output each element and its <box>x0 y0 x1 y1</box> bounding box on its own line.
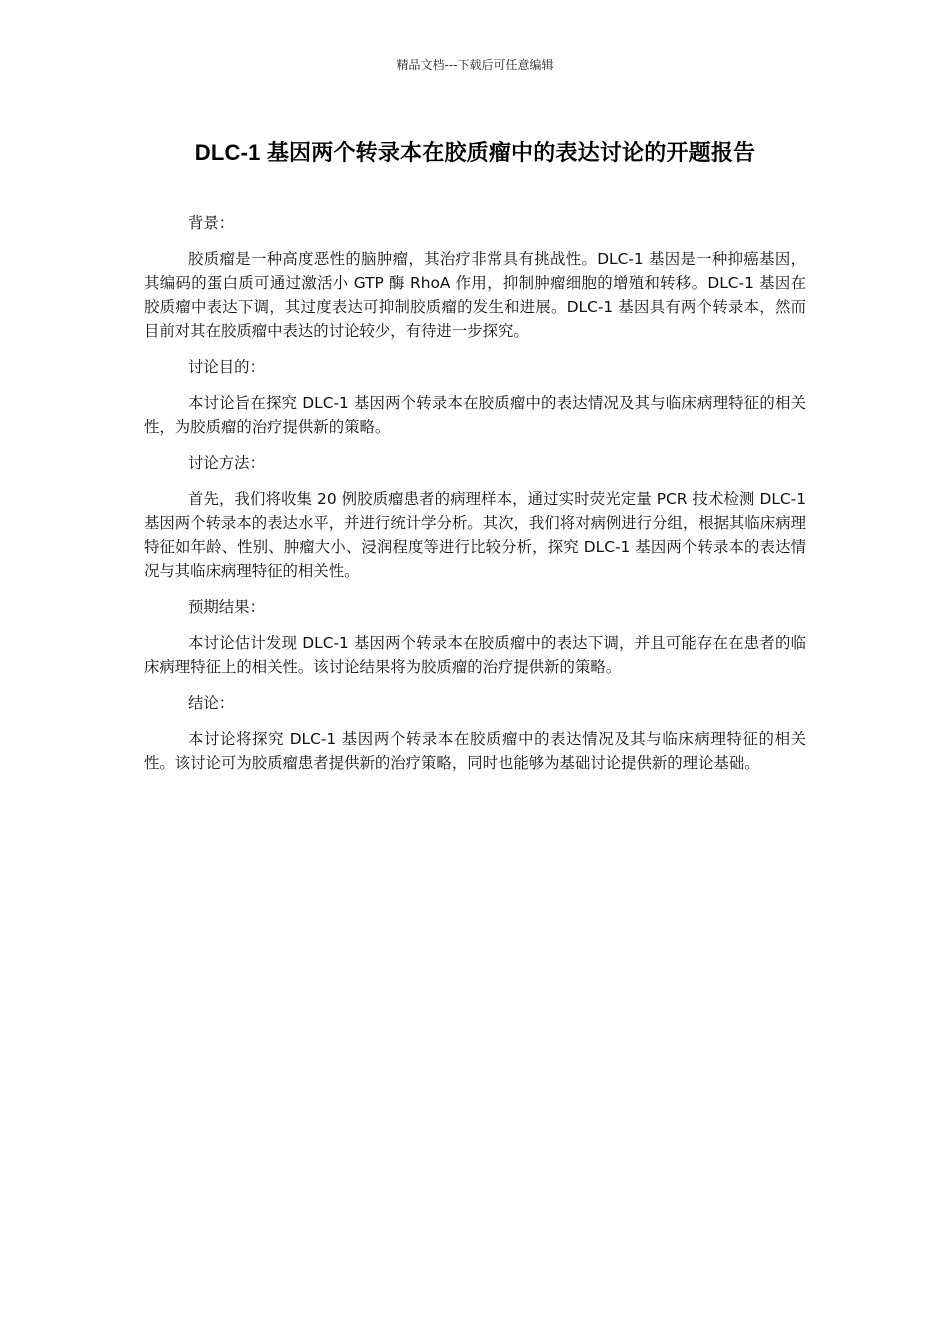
background-heading: 背景： <box>188 214 235 232</box>
purpose-heading: 讨论目的： <box>188 358 265 376</box>
expected-results-heading: 预期结果： <box>188 598 265 616</box>
conclusion-paragraph: 本讨论将探究 DLC-1 基因两个转录本在胶质瘤中的表达情况及其与临床病理特征的相关性。该讨论可为胶质瘤患者提供新的治疗策略，同时也能够为基础讨论提供新的理论基础。 <box>144 730 806 772</box>
purpose-paragraph: 本讨论旨在探究 DLC-1 基因两个转录本在胶质瘤中的表达情况及其与临床病理特征的相关性，为胶质瘤的治疗提供新的策略。 <box>144 394 806 436</box>
methods-paragraph: 首先，我们将收集 20 例胶质瘤患者的病理样本，通过实时荧光定量 PCR 技术检测 DLC-1 基因两个转录本的表达水平，并进行统计学分析。其次，我们将对病例进行分组，根据其临床病理特征如年龄、性别、肿瘤大小、浸润程度等进行比较分析，探究 DLC-1 基因两个转录本的表达情况与其临床病理特征的相关性。 <box>144 490 806 580</box>
conclusion-heading: 结论： <box>188 694 235 712</box>
page-header-note: 精品文档---下载后可任意编辑 <box>396 58 554 72</box>
document-title: DLC-1 基因两个转录本在胶质瘤中的表达讨论的开题报告 <box>194 140 756 165</box>
methods-heading: 讨论方法： <box>188 454 265 472</box>
background-paragraph: 胶质瘤是一种高度恶性的脑肿瘤，其治疗非常具有挑战性。DLC-1 基因是一种抑癌基因，其编码的蛋白质可通过激活小 GTP 酶 RhoA 作用，抑制肿瘤细胞的增殖和转移。DLC-1 基因在胶质瘤中表达下调，其过度表达可抑制胶质瘤的发生和进展。DLC-1 基因具有两个转录本，然而目前对其在胶质瘤中表达的讨论较少，有待进一步探究。 <box>144 250 806 340</box>
expected-results-paragraph: 本讨论估计发现 DLC-1 基因两个转录本在胶质瘤中的表达下调，并且可能存在在患者的临床病理特征上的相关性。该讨论结果将为胶质瘤的治疗提供新的策略。 <box>144 634 806 676</box>
document-body <box>144 211 806 787</box>
